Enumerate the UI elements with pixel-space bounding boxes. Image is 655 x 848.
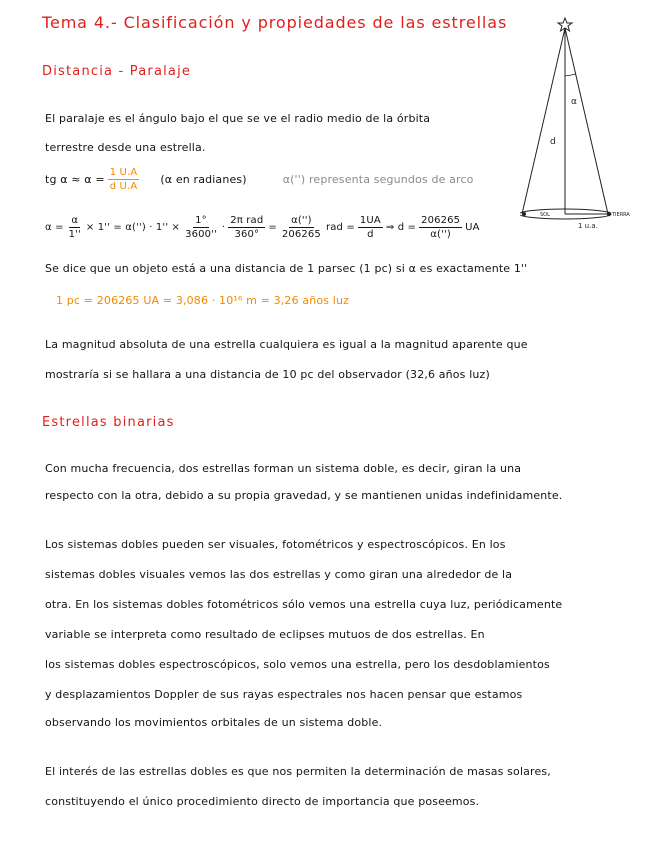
fraction — [280, 214, 323, 241]
formula-tg-alpha — [45, 166, 474, 193]
formula-lhs: tg α ≈ α = — [45, 173, 105, 186]
fraction-denominator: d U.A — [109, 181, 138, 192]
angle-label: α — [571, 97, 577, 107]
text-line: sistemas dobles visuales vemos las dos estrellas y como giran una alrededor de la — [45, 568, 513, 581]
sun-label: SOL — [540, 212, 550, 218]
formula-part: × 1'' = α('') · 1'' × — [85, 222, 181, 233]
text-line: observando los movimientos orbitales de un sistema doble. — [45, 716, 383, 729]
text-line: Los sistemas dobles pueden ser visuales, fotométricos y espectroscópicos. En los — [45, 538, 506, 551]
angle-arc — [565, 74, 576, 76]
text-line: Con mucha frecuencia, dos estrellas forman un sistema doble, es decir, giran la una — [45, 462, 522, 475]
fraction — [358, 214, 383, 241]
fraction-numerator: α('') — [291, 215, 312, 226]
parsec-value: 1 pc = 206265 UA = 3,086 · 10¹⁶ m = 3,26 años luz — [56, 294, 350, 307]
fraction — [228, 214, 265, 241]
fraction-denominator: 1'' — [68, 229, 81, 240]
text-line: variable se interpreta como resultado de eclipses mutuos de dos estrellas. En — [45, 628, 485, 641]
formula-part: UA — [465, 222, 480, 233]
sun-dot — [522, 212, 526, 216]
distance-label: d — [550, 137, 556, 147]
text-line: La magnitud absoluta de una estrella cualquiera es igual a la magnitud aparente que — [45, 338, 528, 351]
formula-part: · — [221, 222, 226, 233]
fraction-denominator: 360° — [234, 229, 260, 240]
text-line: constituyendo el único procedimiento directo de importancia que poseemos. — [45, 795, 480, 808]
formula-derivation — [45, 214, 480, 241]
formula-part: rad = — [325, 222, 355, 233]
au-label: 1 u.a. — [578, 222, 598, 230]
fraction — [419, 214, 462, 241]
text-line: otra. En los sistemas dobles fotométricos sólo vemos una estrella cuya luz, periódicamente — [45, 598, 563, 611]
text-line: El paralaje es el ángulo bajo el que se ve el radio medio de la órbita — [45, 112, 431, 125]
fraction-denominator: 3600'' — [185, 229, 217, 240]
page-title: Tema 4.- Clasificación y propiedades de las estrellas — [42, 13, 508, 32]
fraction-numerator: 1° — [195, 215, 207, 226]
earth-label: TIERRA — [612, 212, 630, 218]
fraction — [67, 214, 83, 241]
formula-note: (α en radianes) — [160, 173, 247, 186]
cone-right-line — [565, 28, 608, 214]
fraction-numerator: α — [71, 215, 79, 226]
fraction-numerator: 2π rad — [230, 215, 264, 226]
text-line: El interés de las estrellas dobles es que nos permiten la determinación de masas solares, — [45, 765, 551, 778]
alpha-lhs: α = — [45, 222, 64, 233]
fraction-numerator: 206265 — [421, 215, 461, 226]
formula-part: ⇒ d = — [385, 222, 417, 233]
earth-dot — [607, 212, 611, 216]
text-line: los sistemas dobles espectroscópicos, solo vemos una estrella, pero los desdoblamientos — [45, 658, 550, 671]
fraction-denominator: d — [367, 229, 374, 240]
formula-fraction — [108, 166, 140, 193]
fraction-numerator: 1 U.A — [109, 167, 138, 178]
parsec-definition: Se dice que un objeto está a una distancia de 1 parsec (1 pc) si α es exactamente 1'' — [45, 262, 528, 275]
text-line: y desplazamientos Doppler de sus rayas espectrales nos hacen pensar que estamos — [45, 688, 523, 701]
fraction — [183, 214, 219, 241]
arcsecond-note: α('') representa segundos de arco — [282, 173, 474, 186]
text-line: respecto con la otra, debido a su propia gravedad, y se mantienen unidas indefinidamente. — [45, 489, 563, 502]
text-line: terrestre desde una estrella. — [45, 141, 206, 154]
fraction-numerator: 1UA — [359, 215, 381, 226]
text-line: mostraría si se hallara a una distancia de 10 pc del observador (32,6 años luz) — [45, 368, 490, 381]
fraction-denominator: α('') — [430, 229, 451, 240]
cone-left-line — [522, 28, 565, 214]
parallax-diagram — [520, 14, 630, 234]
formula-part: = — [268, 222, 277, 233]
section-heading-binarias: Estrellas binarias — [42, 415, 175, 430]
section-heading-distancia: Distancia - Paralaje — [42, 64, 192, 79]
fraction-denominator: 206265 — [281, 229, 321, 240]
